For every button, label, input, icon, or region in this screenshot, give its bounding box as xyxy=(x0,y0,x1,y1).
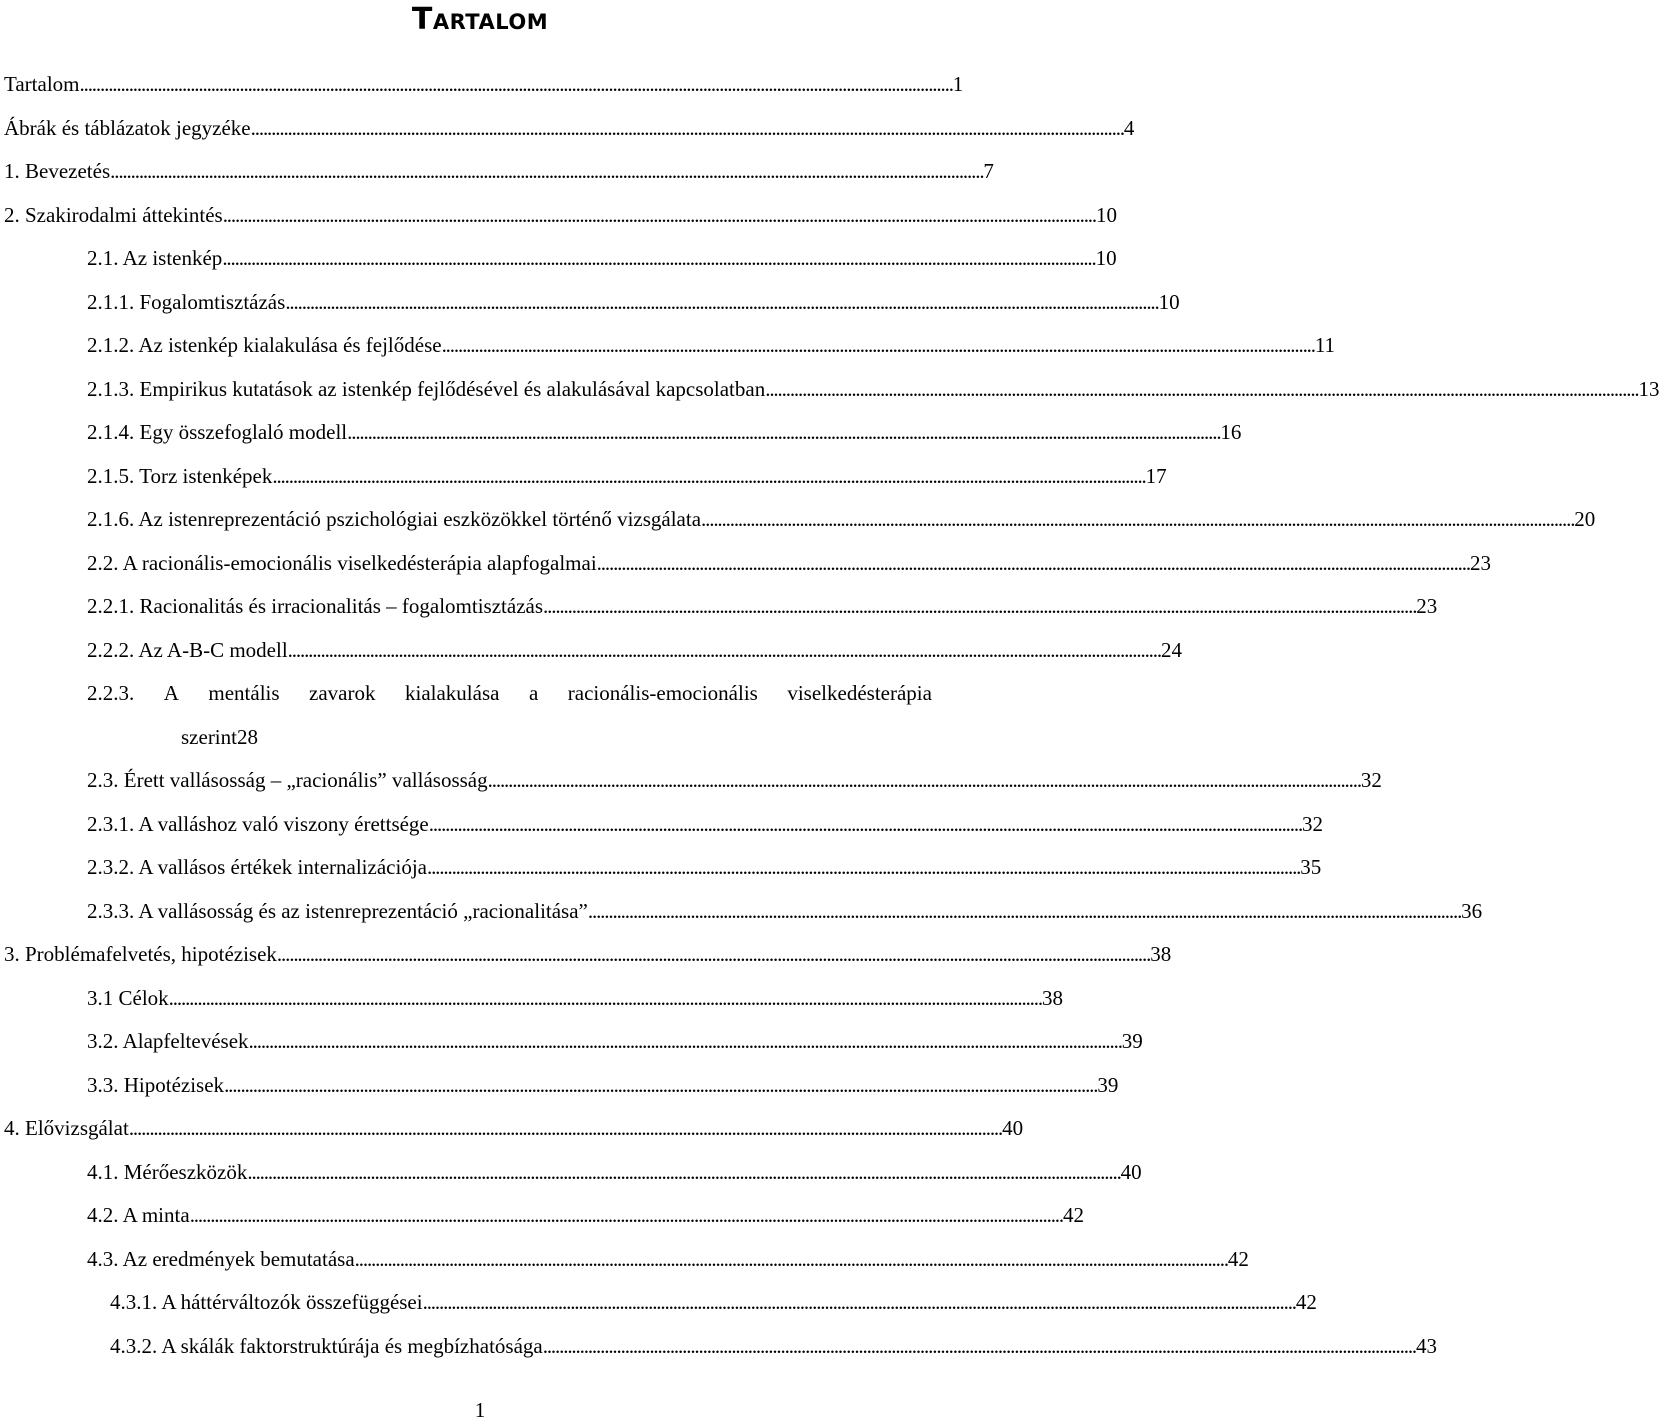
toc-entry-label: 2.1.5. Torz istenképek xyxy=(87,463,273,488)
toc-entry[interactable] xyxy=(0,759,1382,803)
toc-entry-page: 7 xyxy=(983,159,994,183)
toc-leader-dots xyxy=(277,933,1148,977)
toc-entry-label: 3.1 Célok xyxy=(87,985,169,1010)
toc-entry-label: 2.1.6. Az istenreprezentáció pszichológiai eszközökkel történő vizsgálata xyxy=(87,507,702,531)
toc-entry-continuation[interactable] xyxy=(0,716,960,760)
toc-entry[interactable] xyxy=(0,1107,1024,1151)
toc-entry-page: 40 xyxy=(1120,1159,1142,1184)
toc-entry[interactable] xyxy=(0,1325,1437,1369)
toc-leader-dots xyxy=(288,629,1159,673)
toc-entry-page: 24 xyxy=(1160,637,1182,662)
toc-entry-label: 4.1. Mérőeszközök xyxy=(87,1159,248,1184)
toc-leader-dots xyxy=(249,1020,1120,1064)
toc-entry-label: 2.1.3. Empirikus kutatások az istenkép fejlődésével és alakulásával kapcsolatban xyxy=(87,376,766,401)
toc-leader-dots xyxy=(442,324,1313,368)
toc-entry[interactable] xyxy=(0,107,1135,151)
toc-leader-dots xyxy=(347,411,1218,455)
toc-entry-page: 42 xyxy=(1227,1246,1249,1271)
toc-entry-page: 28 xyxy=(236,724,258,749)
toc-entry-page: 23 xyxy=(1469,550,1491,575)
page-title: Tartalom xyxy=(411,2,549,37)
toc-leader-dots xyxy=(247,1151,1118,1195)
toc-entry-page: 40 xyxy=(1002,1116,1024,1140)
toc-entry-word: viselkedésterápia xyxy=(787,681,932,705)
toc-entry[interactable] xyxy=(0,281,1180,325)
toc-entry-page: 32 xyxy=(1302,811,1324,836)
toc-entry[interactable] xyxy=(0,846,1322,890)
toc-entry[interactable] xyxy=(0,629,1182,673)
toc-entry[interactable] xyxy=(0,498,1596,542)
toc-entry-label: 3.2. Alapfeltevések xyxy=(87,1029,249,1053)
toc-entry[interactable] xyxy=(0,1151,1142,1195)
toc-entry[interactable] xyxy=(0,977,1063,1021)
toc-entry-page: 42 xyxy=(1295,1290,1317,1314)
toc-entry-label: 2.1.2. Az istenkép kialakulása és fejlődése xyxy=(87,333,442,357)
toc-entry-page: 20 xyxy=(1574,507,1596,531)
toc-entry-page: 38 xyxy=(1041,985,1063,1010)
toc-entry-label: 1. Bevezetés xyxy=(4,159,111,183)
toc-entry-word: 2.2.3. xyxy=(87,681,135,705)
toc-entry-label: 4.3.1. A háttérváltozók összefüggései xyxy=(110,1290,423,1314)
toc-leader-dots xyxy=(222,237,1093,281)
toc-entry-word: racionális-emocionális xyxy=(567,681,758,705)
toc-entry-label: 2.2. A racionális-emocionális viselkedésterápia alapfogalmai xyxy=(87,550,597,575)
toc-leader-dots xyxy=(543,1325,1414,1369)
toc-entry-label: 2.2.2. Az A-B-C modell xyxy=(87,637,288,662)
toc-entry-label: 2.3.2. A vallásos értékek internalizációja xyxy=(87,855,427,879)
toc-leader-dots xyxy=(355,1238,1226,1282)
toc-entry[interactable] xyxy=(0,324,1336,368)
toc-leader-dots xyxy=(110,150,981,194)
toc-leader-dots xyxy=(765,368,1636,412)
toc-entry-word: mentális xyxy=(208,681,280,705)
toc-entry-word: a xyxy=(528,681,539,705)
toc-entry[interactable] xyxy=(0,455,1167,499)
toc-entry[interactable] xyxy=(0,1194,1084,1238)
toc-entry-page: 16 xyxy=(1220,420,1242,444)
toc-entry-label: 4. Elővizsgálat xyxy=(4,1116,129,1140)
toc-leader-dots xyxy=(701,498,1572,542)
toc-entry[interactable] xyxy=(0,1238,1249,1282)
toc-entry-page: 1 xyxy=(952,72,964,96)
toc-entry-page: 42 xyxy=(1062,1203,1084,1227)
toc-entry[interactable] xyxy=(0,890,1483,934)
toc-entry-page: 17 xyxy=(1145,463,1167,488)
toc-entry[interactable] xyxy=(0,672,960,716)
toc-entry[interactable] xyxy=(0,803,1324,847)
toc-entry[interactable] xyxy=(0,1281,1317,1325)
toc-leader-dots xyxy=(272,455,1143,499)
toc-leader-dots xyxy=(285,281,1156,325)
toc-entry-label: 4.2. A minta xyxy=(87,1203,190,1227)
toc-entry-label: 2.1. Az istenkép xyxy=(87,246,223,270)
toc-entry-label: 2.3.1. A valláshoz való viszony érettsége xyxy=(87,811,429,836)
toc-entry[interactable] xyxy=(0,368,1659,412)
toc-entry[interactable] xyxy=(0,542,1491,586)
toc-leader-dots xyxy=(588,890,1459,934)
toc-entry-label: Tartalom xyxy=(4,72,80,96)
toc-entry[interactable] xyxy=(0,63,964,107)
toc-entry-page: 43 xyxy=(1415,1333,1437,1358)
toc-entry-label: 2.3.3. A vallásosság és az istenreprezentáció „racionalitása” xyxy=(87,898,588,923)
table-of-contents xyxy=(0,63,1659,1368)
toc-leader-dots xyxy=(543,585,1414,629)
toc-entry-label: 2.3. Érett vallásosság – „racionális” vallásosság xyxy=(87,768,488,792)
toc-entry-page: 38 xyxy=(1150,942,1172,966)
toc-entry-word: zavarok xyxy=(309,681,376,705)
toc-entry-page: 4 xyxy=(1123,115,1135,140)
toc-entry[interactable] xyxy=(0,194,1117,238)
toc-leader-dots xyxy=(597,542,1468,586)
toc-entry-page: 35 xyxy=(1300,855,1322,879)
toc-entry-label xyxy=(87,672,932,716)
toc-leader-dots xyxy=(488,759,1359,803)
toc-entry-label: 4.3. Az eredmények bemutatása xyxy=(87,1246,355,1271)
toc-entry-label: 3.3. Hipotézisek xyxy=(87,1072,225,1097)
toc-entry-page: 10 xyxy=(1158,289,1180,314)
page-number: 1 xyxy=(474,1398,486,1422)
toc-entry-page: 39 xyxy=(1097,1072,1119,1097)
toc-entry-page: 11 xyxy=(1314,333,1336,357)
toc-entry-page: 39 xyxy=(1121,1029,1143,1053)
toc-entry-label: 4.3.2. A skálák faktorstruktúrája és megbízhatósága xyxy=(110,1333,543,1358)
toc-leader-dots xyxy=(190,1194,1061,1238)
toc-entry[interactable] xyxy=(0,1064,1119,1108)
toc-leader-dots xyxy=(251,107,1122,151)
toc-leader-dots xyxy=(224,1064,1095,1108)
toc-entry-label: 2.1.4. Egy összefoglaló modell xyxy=(87,420,348,444)
toc-entry[interactable] xyxy=(0,933,1172,977)
toc-entry-page: 36 xyxy=(1461,898,1483,923)
toc-entry-page: 10 xyxy=(1095,246,1117,270)
toc-entry[interactable] xyxy=(0,1020,1143,1064)
toc-entry-page: 10 xyxy=(1095,202,1117,227)
toc-entry-word: kialakulása xyxy=(404,681,500,705)
toc-leader-dots xyxy=(169,977,1040,1021)
toc-entry[interactable] xyxy=(0,150,994,194)
toc-entry-page: 13 xyxy=(1638,376,1659,401)
toc-leader-dots xyxy=(427,846,1298,890)
toc-entry-word: A xyxy=(163,681,179,705)
toc-entry-label: 2.1.1. Fogalomtisztázás xyxy=(87,289,286,314)
toc-entry[interactable] xyxy=(0,585,1438,629)
toc-leader-dots xyxy=(423,1281,1294,1325)
toc-leader-dots xyxy=(429,803,1300,847)
toc-entry[interactable] xyxy=(0,237,1117,281)
toc-leader-dots xyxy=(223,194,1094,238)
toc-entry-label: Ábrák és táblázatok jegyzéke xyxy=(4,115,251,140)
toc-entry-label: 2. Szakirodalmi áttekintés xyxy=(4,202,223,227)
toc-entry-label: szerint xyxy=(181,724,237,749)
toc-leader-dots xyxy=(80,63,951,107)
toc-entry[interactable] xyxy=(0,411,1242,455)
toc-entry-label: 2.2.1. Racionalitás és irracionalitás – fogalomtisztázás xyxy=(87,594,544,618)
toc-entry-label: 3. Problémafelvetés, hipotézisek xyxy=(4,942,277,966)
toc-leader-dots xyxy=(129,1107,1000,1151)
toc-entry-page: 32 xyxy=(1360,768,1382,792)
toc-entry-page: 23 xyxy=(1416,594,1438,618)
